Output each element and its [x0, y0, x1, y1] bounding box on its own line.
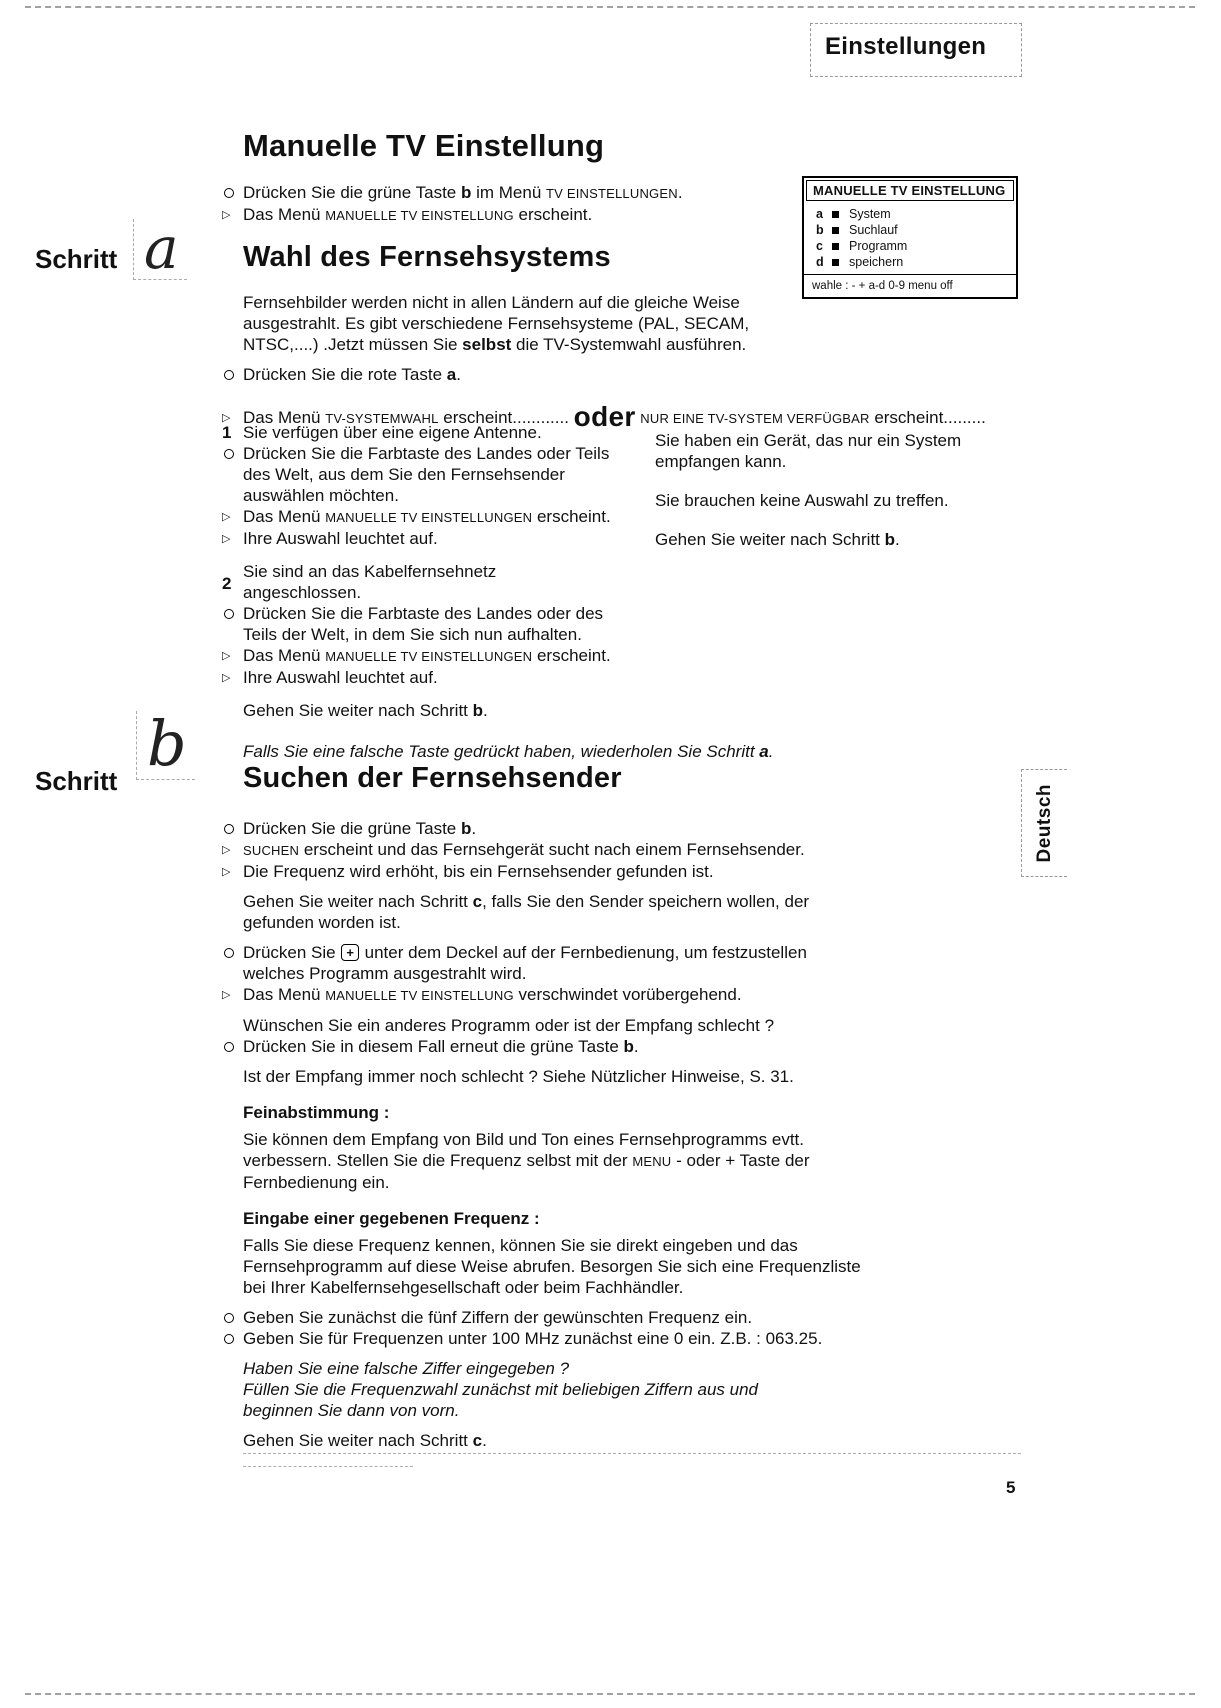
section-heading-a: Wahl des Fernsehsystems — [243, 241, 611, 273]
list-item — [222, 1307, 870, 1328]
text-run: Gehen Sie weiter nach Schritt — [655, 530, 885, 549]
step-a-label: Schritt — [35, 244, 118, 274]
bullet-text — [243, 840, 805, 859]
list-item — [222, 528, 615, 549]
text-run: Fernsehbilder werden nicht in allen Ländern auf die gleiche Weise ausgestrahlt. Es gibt verschiedene Fernsehsysteme (PAL, SECAM, NTSC,....) .Jetzt müssen Sie — [243, 293, 750, 354]
list-item — [222, 443, 615, 506]
text-run: Drücken Sie die rote Taste — [243, 365, 447, 384]
numbered-item — [222, 422, 615, 443]
list-item — [222, 603, 615, 645]
text-run: im Menü — [471, 183, 547, 202]
bullet-text — [243, 183, 683, 202]
text-run: Drücken Sie die grüne Taste — [243, 819, 461, 838]
bullet-text — [243, 1037, 639, 1056]
numbered-item — [222, 561, 615, 603]
menu-item — [816, 222, 1006, 238]
text-run: Ihre Auswahl leuchtet auf. — [243, 529, 438, 548]
menu-item-key: d — [816, 255, 824, 269]
text-run: Gehen Sie weiter nach Schritt — [243, 701, 473, 720]
text-run: Falls Sie eine falsche Taste gedrückt haben, wiederholen Sie Schritt — [243, 742, 760, 761]
triangle-bullet-icon — [222, 667, 230, 688]
text-run: erscheint und das Fernsehgerät sucht nach einem Fernsehsender. — [299, 840, 805, 859]
text-run: NUR EINE TV-SYSTEM VERFÜGBAR — [640, 411, 870, 426]
step-b-letter: b — [147, 707, 187, 780]
step-b-content — [222, 818, 870, 1451]
text-run: verschwindet vorübergehend. — [513, 985, 742, 1004]
circle-bullet-icon — [224, 1042, 234, 1052]
bullet-text — [243, 943, 807, 983]
paragraph — [243, 292, 791, 355]
menu-item-label: Programm — [849, 239, 908, 253]
menu-item-key: a — [816, 207, 823, 221]
antenna-cable-column — [222, 422, 615, 721]
text-run: erscheint. — [532, 507, 611, 526]
bullet-text — [243, 443, 615, 506]
paragraph — [222, 1015, 870, 1036]
text-run: Das Menü — [243, 646, 326, 665]
language-side-tab-label: Deutsch — [1034, 783, 1055, 863]
bullet-text — [243, 365, 461, 384]
list-item — [222, 506, 615, 528]
text-run: Füllen Sie die Frequenzwahl zunächst mit beliebigen Ziffern aus und beginnen Sie dann von vorn. — [243, 1380, 759, 1420]
circle-bullet-icon — [224, 370, 234, 380]
triangle-bullet-icon — [222, 861, 230, 882]
menu-item — [816, 254, 1006, 270]
paragraph — [655, 490, 990, 511]
triangle-bullet-icon — [222, 506, 230, 527]
language-side-tab — [1021, 769, 1067, 877]
bullet-text — [243, 1308, 752, 1327]
paragraph — [222, 1066, 870, 1087]
text-run: Drücken Sie in diesem Fall erneut die grüne Taste — [243, 1037, 624, 1056]
text-run: Geben Sie zunächst die fünf Ziffern der gewünschten Frequenz ein. — [243, 1308, 753, 1327]
text-run: Das Menü — [243, 408, 326, 427]
menu-item-key: b — [816, 223, 824, 237]
text-run: MANUELLE TV EINSTELLUNG — [325, 988, 514, 1003]
text-run: Die Frequenz wird erhöht, bis ein Fernsehsender gefunden ist. — [243, 862, 714, 881]
single-system-column — [655, 430, 990, 550]
text-run: Sie können dem Empfang von Bild und Ton eines Fernsehprogramms evtt. verbessern. Stellen Sie die Frequenz selbst mit der — [243, 1130, 804, 1170]
step-a-letter: a — [144, 214, 179, 282]
text-run: SUCHEN — [243, 843, 300, 858]
square-bullet-icon — [832, 211, 839, 218]
text-run: selbst — [462, 335, 512, 354]
triangle-bullet-icon — [222, 984, 230, 1005]
text-run: Drücken Sie — [243, 943, 341, 962]
text-run: Das Menü — [243, 205, 326, 224]
page-title: Manuelle TV Einstellung — [243, 128, 605, 163]
text-run: b — [623, 1037, 634, 1056]
text-run: erscheint. — [532, 646, 611, 665]
top-divider — [25, 6, 1195, 8]
triangle-bullet-icon — [222, 528, 230, 549]
page-number: 5 — [1006, 1478, 1016, 1497]
text-run: erscheint............ — [438, 408, 574, 427]
text-run: c — [472, 1431, 483, 1450]
bullet-text — [243, 667, 438, 688]
text-run: Sie brauchen keine Auswahl zu treffen. — [655, 491, 949, 510]
paragraph — [655, 529, 990, 550]
list-item — [222, 861, 870, 882]
text-run: b — [460, 183, 472, 202]
bullet-text — [243, 506, 611, 528]
paragraph — [655, 430, 990, 472]
sub-heading — [222, 1208, 870, 1229]
circle-bullet-icon — [224, 824, 234, 834]
text-run: . — [677, 183, 683, 202]
bullet-text — [243, 603, 615, 645]
text-run: Sie sind an das Kabelfernsehnetz angeschlossen. — [243, 562, 497, 602]
osd-menu-items — [804, 203, 1016, 274]
list-item — [222, 1328, 870, 1349]
text-run: Haben Sie eine falsche Ziffer eingegeben ? — [243, 1359, 570, 1378]
list-item — [222, 984, 870, 1006]
text-run: Falls Sie diese Frequenz kennen, können Sie sie direkt eingeben und das Fernsehprogramm auf diese Weise abrufen. Besorgen Sie sich eine Frequenzliste bei Ihrer Kabelfernsehgesellschaft oder beim Fachhändler. — [243, 1236, 861, 1297]
text-run: Feinabstimmung : — [243, 1103, 390, 1122]
text-run: Geben Sie für Frequenzen unter 100 MHz zunächst eine 0 ein. Z.B. : 063.25. — [243, 1329, 823, 1348]
paragraph — [222, 700, 615, 721]
square-bullet-icon — [832, 227, 839, 234]
text-run: Gehen Sie weiter nach Schritt — [243, 892, 473, 911]
note-italic — [222, 1358, 809, 1421]
text-run: Drücken Sie die Farbtaste des Landes oder des Teils der Welt, in dem Sie sich nun aufhalten. — [243, 604, 604, 644]
text-run: b — [460, 819, 472, 838]
list-item — [222, 204, 797, 226]
bullet-text — [243, 205, 592, 224]
list-item — [222, 645, 615, 667]
text-run: + — [341, 944, 359, 961]
text-run: Ist der Empfang immer noch schlecht ? Siehe Nützlicher Hinweise, S. 31. — [243, 1067, 794, 1086]
bullet-text — [243, 985, 742, 1004]
text-run: Gehen Sie weiter nach Schritt — [243, 1431, 473, 1450]
text-run: TV EINSTELLUNGEN — [546, 186, 678, 201]
menu-item-label: speichern — [849, 255, 904, 269]
text-run: a — [446, 365, 457, 384]
text-run: Drücken Sie die Farbtaste des Landes oder Teils des Welt, aus dem Sie den Fernsehsender auswählen möchten. — [243, 444, 610, 505]
list-item — [222, 364, 803, 385]
item-text — [243, 422, 542, 443]
circle-bullet-icon — [224, 449, 234, 459]
bullet-text — [243, 819, 476, 838]
text-run: oder — [573, 401, 636, 432]
menu-item-label: System — [849, 207, 891, 221]
list-item — [222, 1036, 870, 1057]
text-run: Eingabe einer gegebenen Frequenz : — [243, 1209, 540, 1228]
text-run: a — [759, 742, 769, 761]
sub-heading — [222, 1102, 870, 1123]
menu-item-label: Suchlauf — [849, 223, 898, 237]
paragraph — [222, 1430, 870, 1451]
paragraph — [222, 1235, 870, 1298]
text-run: . — [482, 1431, 487, 1450]
triangle-bullet-icon — [222, 204, 230, 225]
menu-item-key: c — [816, 239, 823, 253]
step-a-letter-badge — [133, 214, 187, 282]
paragraph — [222, 1129, 870, 1193]
bullet-text — [243, 1329, 822, 1348]
osd-menu-box — [802, 176, 1018, 299]
text-run: Das Menü — [243, 507, 326, 526]
text-run: unter dem Deckel auf der Fernbedienung, um festzustellen welches Programm ausgestrahlt wird. — [243, 943, 807, 983]
triangle-bullet-icon — [222, 839, 230, 860]
text-run: . — [471, 819, 477, 838]
text-run: MANUELLE TV EINSTELLUNG — [325, 208, 514, 223]
text-run: MANUELLE TV EINSTELLUNGEN — [325, 510, 533, 525]
osd-menu-title: MANUELLE TV EINSTELLUNG — [806, 180, 1014, 201]
step-a-columns — [222, 422, 1022, 722]
step-b-label: Schritt — [35, 766, 118, 796]
list-item — [222, 839, 870, 861]
text-run: . — [483, 701, 488, 720]
text-run: erscheint. — [513, 205, 593, 224]
text-run: - oder + Taste der Fernbedienung ein. — [243, 1151, 810, 1192]
bottom-divider — [25, 1693, 1195, 1695]
item-number: 2 — [222, 574, 232, 593]
text-run: Sie haben ein Gerät, das nur ein System empfangen kann. — [655, 431, 962, 471]
text-run: Sie verfügen über eine eigene Antenne. — [243, 423, 542, 442]
text-run: MANUELLE TV EINSTELLUNGEN — [325, 649, 533, 664]
text-run: b — [884, 530, 896, 549]
circle-bullet-icon — [224, 1313, 234, 1323]
text-run: . — [456, 365, 461, 384]
section-heading-b: Suchen der Fernsehsender — [243, 762, 622, 794]
menu-item — [816, 206, 1006, 222]
text-run: Ihre Auswahl leuchtet auf. — [243, 668, 438, 687]
list-item — [222, 182, 797, 204]
text-run: TV-SYSTEMWAHL — [325, 411, 439, 426]
text-run: erscheint......... — [869, 408, 986, 427]
list-item — [222, 818, 870, 839]
step-b-letter-badge — [136, 707, 195, 780]
menu-item — [816, 238, 1006, 254]
paragraph — [222, 891, 870, 933]
circle-bullet-icon — [224, 609, 234, 619]
list-item — [222, 667, 615, 688]
square-bullet-icon — [832, 243, 839, 250]
bullet-text — [243, 528, 438, 549]
section-tab — [810, 23, 1022, 77]
list-item — [222, 942, 870, 984]
text-run: Wünschen Sie ein anderes Programm oder ist der Empfang schlecht ? — [243, 1016, 775, 1035]
bullet-text — [243, 645, 611, 667]
square-bullet-icon — [832, 259, 839, 266]
text-run: c — [472, 892, 483, 911]
circle-bullet-icon — [224, 188, 234, 198]
triangle-bullet-icon — [222, 645, 230, 666]
note-italic — [243, 741, 963, 762]
item-text — [243, 561, 615, 603]
text-run: b — [472, 701, 484, 720]
text-run: . — [633, 1037, 639, 1056]
text-run: Das Menü — [243, 985, 326, 1004]
text-run: . — [768, 742, 774, 761]
text-run: Drücken Sie die grüne Taste — [243, 183, 461, 202]
text-run: die TV-Systemwahl ausführen. — [511, 335, 747, 354]
text-run: MENU — [632, 1154, 672, 1169]
circle-bullet-icon — [224, 948, 234, 958]
intro-bullets — [222, 182, 797, 226]
section-tab-title: Einstellungen — [825, 33, 987, 60]
footer-divider-short — [243, 1466, 413, 1467]
item-number: 1 — [222, 423, 232, 442]
text-run: . — [895, 530, 900, 549]
text-run: , falls Sie den Sender speichern wollen, der gefunden worden ist. — [243, 892, 810, 932]
osd-menu-footer: wahle : - + a-d 0-9 menu off — [804, 274, 1016, 297]
bullet-text — [243, 862, 714, 881]
circle-bullet-icon — [224, 1334, 234, 1344]
footer-divider — [243, 1453, 1021, 1454]
